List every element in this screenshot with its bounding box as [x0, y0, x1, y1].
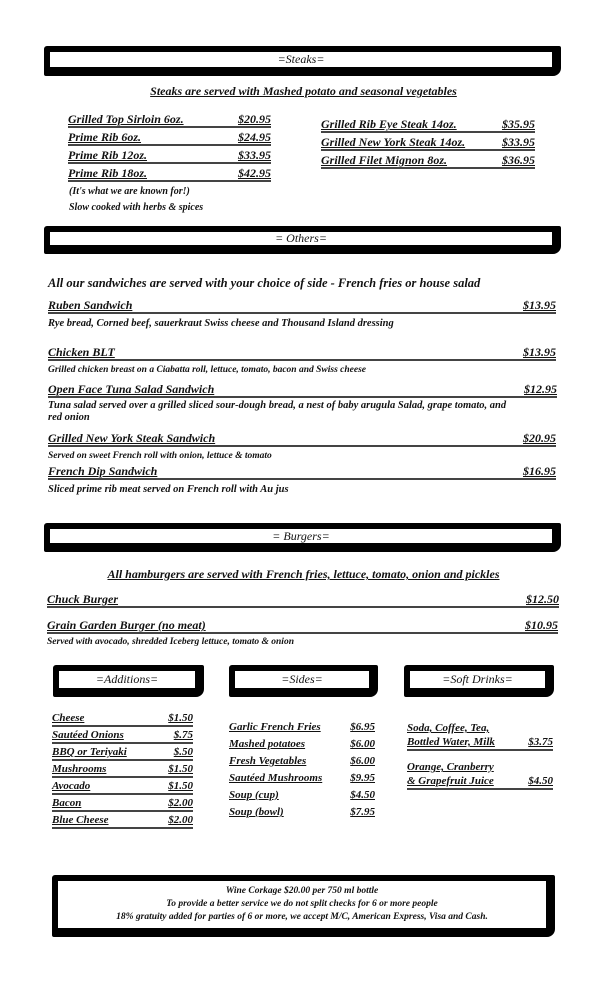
side-item: [229, 736, 375, 751]
item-name: Avocado: [52, 780, 91, 792]
item-desc: Sliced prime rib meat served on French roll with Au jus: [48, 484, 289, 495]
item-price: $4.50: [350, 789, 375, 801]
others-subtitle: All our sandwiches are served with your choice of side - French fries or house salad: [48, 276, 481, 290]
item-price: $12.95: [524, 382, 557, 396]
drink-line: [407, 722, 489, 735]
item-name: Fresh Vegetables: [229, 755, 307, 767]
steak-note: (It's what we are known for!): [69, 186, 190, 197]
item-desc: Served with avocado, shredded Iceberg lettuce, tomato & onion: [47, 637, 294, 647]
item-name: Ruben Sandwich: [48, 298, 133, 312]
steak-item: [68, 113, 271, 128]
item-name: Soup (bowl): [229, 806, 284, 818]
addition-item: [52, 814, 193, 829]
item-price: $1.50: [168, 780, 193, 792]
item-desc: Served on sweet French roll with onion, lettuce & tomato: [48, 451, 272, 461]
sandwich-item: [48, 299, 556, 314]
side-item: [229, 804, 375, 819]
addition-item: [52, 746, 193, 761]
steak-item: [68, 167, 271, 182]
item-name: Prime Rib 12oz.: [68, 148, 148, 162]
steaks-banner: [44, 46, 561, 76]
item-name: Grilled Filet Mignon 8oz.: [321, 153, 448, 167]
item-name: Grilled New York Steak 14oz.: [321, 135, 466, 149]
steaks-title: =Steaks=: [277, 52, 325, 66]
item-name: Cheese: [52, 712, 85, 724]
steak-item: [68, 131, 271, 146]
sandwich-item: [48, 432, 556, 447]
item-price: $2.00: [168, 814, 193, 826]
footer-line: 18% gratuity added for parties of 6 or more, we accept M/C, American Express, Visa and Cash.: [116, 912, 488, 922]
footer-box: [52, 875, 555, 937]
item-price: $1.50: [168, 712, 193, 724]
item-price: $16.95: [523, 464, 556, 478]
item-name: Chuck Burger: [47, 592, 119, 606]
item-price: $1.50: [168, 763, 193, 775]
item-name: Prime Rib 18oz.: [68, 166, 148, 180]
item-name: French Dip Sandwich: [48, 464, 158, 478]
item-price: $13.95: [523, 345, 556, 359]
burger-item: [47, 593, 559, 608]
item-name: BBQ or Teriyaki: [52, 746, 127, 758]
side-item: [229, 787, 375, 802]
item-price: $4.50: [528, 775, 553, 787]
item-price: $13.95: [523, 298, 556, 312]
burger-item: [47, 619, 558, 634]
soft-drinks-banner: [404, 665, 554, 697]
item-price: $6.00: [350, 738, 375, 750]
footer-line: Wine Corkage $20.00 per 750 ml bottle: [225, 886, 379, 896]
item-name: & Grapefruit Juice: [407, 775, 494, 787]
item-name: Grilled New York Steak Sandwich: [48, 431, 216, 445]
sides-banner: [229, 665, 378, 697]
item-name: Garlic French Fries: [229, 721, 321, 733]
item-price: $9.95: [350, 772, 375, 784]
item-price: $12.50: [526, 592, 559, 606]
item-price: $10.95: [525, 618, 558, 632]
item-name: Soda, Coffee, Tea,: [407, 722, 490, 734]
sandwich-item: [48, 465, 556, 480]
footer-line: To provide a better service we do not split checks for 6 or more people: [166, 899, 438, 909]
item-name: Mushrooms: [52, 763, 107, 775]
item-price: $3.75: [528, 736, 553, 748]
item-name: Sautéed Onions: [52, 729, 124, 741]
additions-banner: [53, 665, 204, 697]
soft-drinks-title: =Soft Drinks=: [442, 672, 513, 686]
item-name: Grilled Top Sirloin 6oz.: [68, 112, 184, 126]
addition-item: [52, 729, 193, 744]
additions-title: =Additions=: [95, 672, 159, 686]
item-price: $36.95: [502, 153, 535, 167]
steaks-subtitle: Steaks are served with Mashed potato and seasonal vegetables: [150, 84, 457, 98]
item-desc: Rye bread, Corned beef, sauerkraut Swiss cheese and Thousand Island dressing: [48, 318, 394, 329]
item-price: $20.95: [238, 112, 271, 126]
burgers-banner: [44, 523, 561, 552]
burgers-subtitle: All hamburgers are served with French fries, lettuce, tomato, onion and pickles: [107, 567, 500, 581]
item-price: $33.95: [238, 148, 271, 162]
steak-item: [321, 118, 535, 133]
steak-item: [68, 149, 271, 164]
sandwich-item: [48, 346, 556, 361]
burgers-title: = Burgers=: [272, 528, 330, 543]
item-price: $2.00: [168, 797, 193, 809]
item-name: Chicken BLT: [48, 345, 115, 359]
addition-item: [52, 797, 193, 812]
item-name: Prime Rib 6oz.: [68, 130, 142, 144]
item-price: $6.00: [350, 755, 375, 767]
item-price: $35.95: [502, 117, 535, 131]
item-price: $6.95: [350, 721, 375, 733]
item-name: Mashed potatoes: [229, 738, 306, 750]
others-title: = Others=: [275, 231, 327, 245]
item-price: $42.95: [238, 166, 271, 180]
addition-item: [52, 780, 193, 795]
addition-item: [52, 763, 193, 778]
item-desc: Tuna salad served over a grilled sliced sour-dough bread, a nest of baby arugula Salad, grape tomato, and red onion: [48, 400, 507, 423]
item-name: Blue Cheese: [52, 814, 109, 826]
item-name: Sautéed Mushrooms: [229, 772, 323, 784]
steak-note: Slow cooked with herbs & spices: [69, 202, 204, 213]
steak-item: [321, 136, 535, 151]
item-name: Orange, Cranberry: [407, 761, 494, 773]
item-price: $20.95: [523, 431, 556, 445]
item-price: $.75: [173, 729, 193, 741]
item-desc: Grilled chicken breast on a Ciabatta roll, lettuce, tomato, bacon and Swiss cheese: [48, 365, 366, 375]
item-name: Bacon: [52, 797, 82, 809]
item-price: $24.95: [238, 130, 271, 144]
sides-title: =Sides=: [281, 672, 323, 686]
drink-item: [407, 736, 553, 751]
item-name: Grilled Rib Eye Steak 14oz.: [321, 117, 457, 131]
item-price: $33.95: [502, 135, 535, 149]
side-item: [229, 753, 375, 768]
side-item: [229, 770, 375, 785]
item-price: $7.95: [350, 806, 375, 818]
drink-line: [407, 761, 494, 774]
drink-item: [407, 775, 553, 790]
item-name: Bottled Water, Milk: [407, 736, 495, 748]
item-name: Grain Garden Burger (no meat): [47, 618, 206, 632]
others-banner: [44, 226, 561, 254]
steak-item: [321, 154, 535, 169]
sandwich-item: [48, 383, 557, 398]
addition-item: [52, 712, 193, 727]
item-price: $.50: [173, 746, 193, 758]
side-item: [229, 719, 375, 734]
item-name: Soup (cup): [229, 789, 279, 801]
item-name: Open Face Tuna Salad Sandwich: [48, 382, 215, 396]
